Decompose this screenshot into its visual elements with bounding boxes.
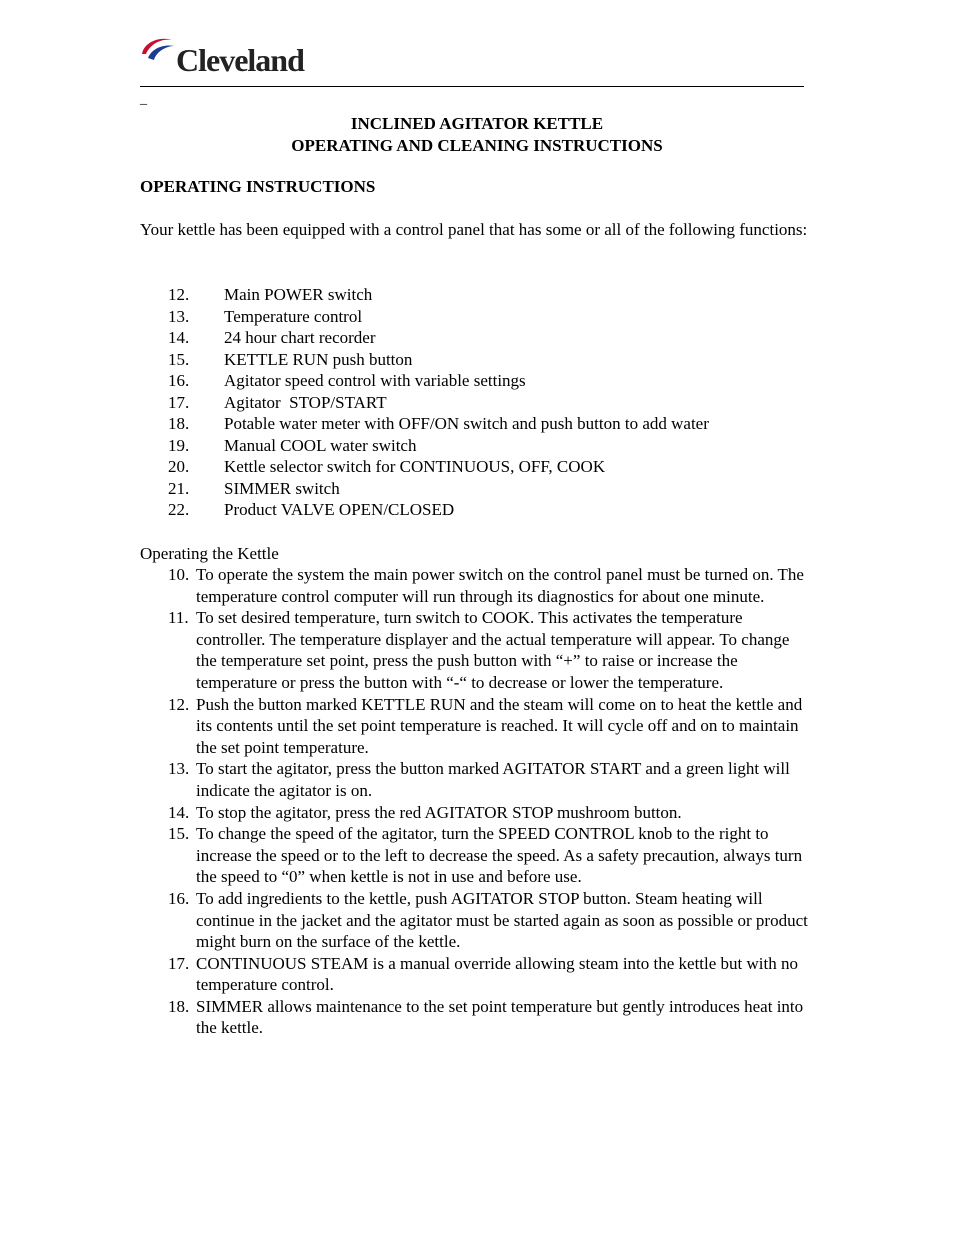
step-text: To stop the agitator, press the red AGITATOR STOP mushroom button. <box>196 802 682 822</box>
header-underscore: _ <box>140 92 147 107</box>
step-item <box>168 888 813 953</box>
step-item <box>168 802 813 824</box>
step-number: 15. <box>168 824 190 844</box>
function-number: 19. <box>168 435 190 455</box>
step-text: CONTINUOUS STEAM is a manual override allowing steam into the kettle but with no temperature control. <box>196 953 798 995</box>
function-number: 13. <box>168 306 190 326</box>
function-item <box>168 413 709 435</box>
step-text: To operate the system the main power switch on the control panel must be turned on. The temperature control computer will run through its diagnostics for about one minute. <box>196 565 804 606</box>
function-item <box>168 306 709 328</box>
function-item <box>168 435 709 457</box>
function-item <box>168 478 709 500</box>
step-text: To add ingredients to the kettle, push AGITATOR STOP button. Steam heating will continue in the jacket and the agitator must be started again as soon as possible or product might burn on the surface of the kettle. <box>196 888 808 952</box>
step-number: 13. <box>168 759 190 779</box>
function-text: KETTLE RUN push button <box>224 349 413 369</box>
step-text: Push the button marked KETTLE RUN and the steam will come on to heat the kettle and its contents until the set point temperature is reached. It will cycle off and on to maintain the set point temperature. <box>196 694 803 757</box>
function-text: Kettle selector switch for CONTINUOUS, OFF, COOK <box>224 457 606 476</box>
function-item <box>168 284 709 306</box>
title-line-1: INCLINED AGITATOR KETTLE <box>350 114 604 133</box>
intro-paragraph: Your kettle has been equipped with a control panel that has some or all of the following functions: <box>140 220 808 239</box>
step-number: 10. <box>168 565 190 584</box>
function-number: 15. <box>168 349 190 369</box>
step-number: 17. <box>168 953 190 973</box>
function-number: 18. <box>168 414 190 433</box>
header-rule <box>140 86 804 87</box>
step-item <box>168 823 813 888</box>
operating-heading: Operating the Kettle <box>140 544 279 563</box>
step-text: To change the speed of the agitator, turn the SPEED CONTROL knob to the right to increase the speed or to the left to decrease the speed. As a safety precaution, always turn the speed to “0” when kettle is not in use and before use. <box>196 824 803 887</box>
function-text: Temperature control <box>224 306 363 326</box>
function-number: 22. <box>168 500 190 519</box>
function-text: SIMMER switch <box>224 478 340 498</box>
step-text: To set desired temperature, turn switch to COOK. This activates the temperature controller. The temperature displayer and the actual temperature will appear. To change the temperature set point, press the push button with “+” to raise or increase the temperature or press the button with “-“ to decrease or lower the temperature. <box>196 608 790 692</box>
section-heading: OPERATING INSTRUCTIONS <box>140 177 376 196</box>
step-item <box>168 607 813 693</box>
step-item <box>168 564 813 607</box>
function-item <box>168 349 709 371</box>
function-number: 20. <box>168 457 190 476</box>
function-text: Main POWER switch <box>224 285 373 304</box>
function-number: 17. <box>168 392 190 412</box>
function-number: 12. <box>168 285 190 304</box>
function-text: Agitator speed control with variable settings <box>224 371 526 390</box>
operating-steps <box>168 564 813 1039</box>
step-item <box>168 758 813 801</box>
step-item <box>168 996 813 1039</box>
function-text: Product VALVE OPEN/CLOSED <box>224 500 455 519</box>
function-text: 24 hour chart recorder <box>224 328 376 347</box>
step-number: 18. <box>168 996 190 1016</box>
step-item <box>168 953 813 996</box>
function-number: 16. <box>168 371 190 390</box>
title-line-2: OPERATING AND CLEANING INSTRUCTIONS <box>291 135 663 155</box>
document-title <box>140 113 814 156</box>
function-item <box>168 392 709 414</box>
function-item <box>168 327 709 349</box>
function-item <box>168 499 709 521</box>
step-number: 12. <box>168 694 190 714</box>
step-text: SIMMER allows maintenance to the set point temperature but gently introduces heat into the kettle. <box>196 996 804 1038</box>
function-item <box>168 370 709 392</box>
cleveland-swoosh-icon <box>138 32 178 72</box>
function-text: Manual COOL water switch <box>224 435 417 455</box>
step-item <box>168 694 813 759</box>
function-text: Potable water meter with OFF/ON switch and push button to add water <box>224 414 709 433</box>
step-number: 11. <box>168 608 189 628</box>
function-text: Agitator STOP/START <box>224 392 387 412</box>
function-number: 21. <box>168 478 190 498</box>
logo-wordmark: Cleveland <box>176 42 304 78</box>
step-number: 14. <box>168 802 190 822</box>
step-number: 16. <box>168 888 190 908</box>
step-text: To start the agitator, press the button marked AGITATOR START and a green light will indicate the agitator is on. <box>196 759 790 800</box>
function-item <box>168 456 709 478</box>
function-number: 14. <box>168 328 190 347</box>
function-list <box>168 284 709 521</box>
